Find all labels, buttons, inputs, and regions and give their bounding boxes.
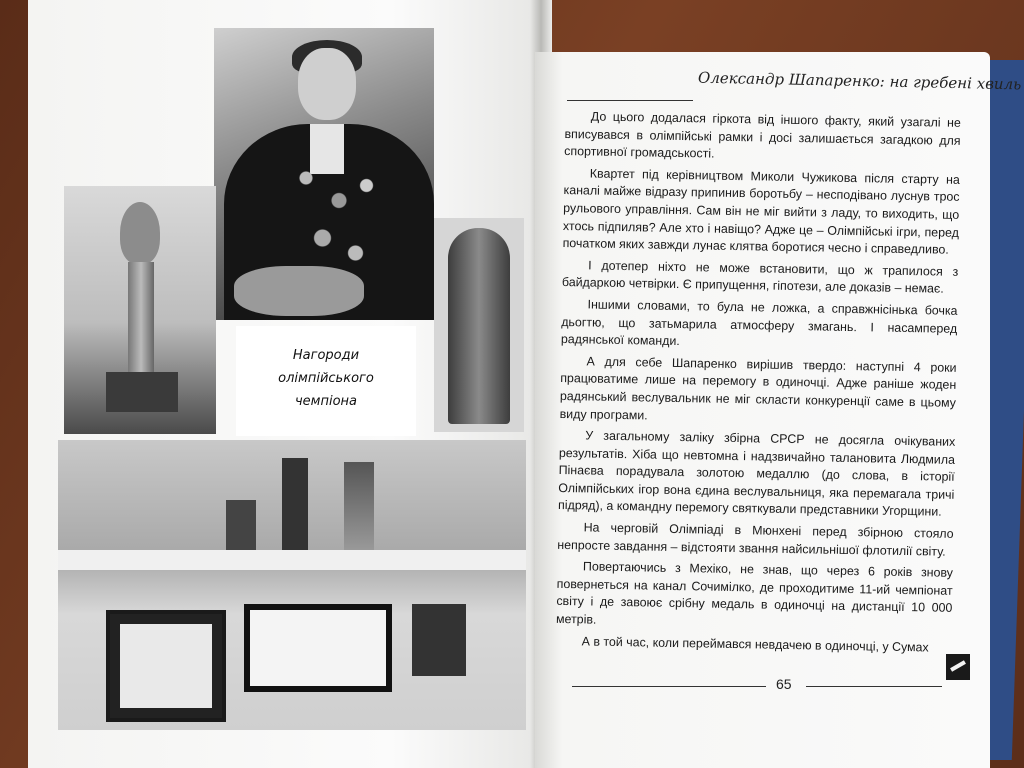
- paragraph: А в той час, коли переймався невдачею в одиночці, у Сумах: [581, 633, 929, 655]
- trophy-shelf-photo: [58, 440, 526, 730]
- bronze-plaque-photo: [434, 218, 524, 432]
- body-text: [555, 108, 960, 661]
- paragraph: До цього додалася гіркота від іншого факту, який узагалі не вписувався в олімпійські рамки і досі залишається загадкою для спортивної громадськості.: [564, 109, 961, 161]
- caption-line-2: олімпійського: [278, 371, 374, 386]
- caption-box: [236, 326, 416, 436]
- caption-line-1: Нагороди: [292, 348, 360, 363]
- paragraph: А для себе Шапаренко вирішив твердо: наступні 4 роки працюватиме лише на перемогу в одиночці. Адже раніше жоден радянський веслувальник не міг скласти конкуренції саме в цьому виду програми.: [559, 354, 957, 422]
- paragraph: Квартет під керівництвом Миколи Чужикова після старту на каналі майже відразу припинив боротьбу – несподівано луснув трос рульового управління. Сам він не міг вийти з ладу, то виходить, що хтось підпиляв? Але хто і навіщо? Адже це – Олімпійські ігри, перед початком яких завжди лунає клятва боротися чесно і справедливо.: [562, 166, 960, 257]
- photo-caption: [236, 344, 416, 413]
- paragraph: Повертаючись з Мехіко, не знав, що через 6 років знову повернеться на канал Сочимілко, де проходитиме 11-ий чемпіонат світу і де завоює срібну медаль в одиночці на дистанції 10 000 метрів.: [555, 559, 954, 627]
- page-number: 65: [776, 676, 792, 692]
- paragraph: У загальному заліку збірна СРСР не досягла очікуваних результатів. Хіба що невтомна і надзвичайно талановита Людмила Пінаєва порадувала золотою медаллю (до слова, в історії Олімпійських ігор вона єдина веслувальниця, яка перемагала тричі підряд), а командну перемогу святкували представники Угорщини.: [557, 428, 956, 520]
- kayak-logo-icon: [946, 654, 970, 680]
- paragraph: І дотепер ніхто не може встановити, що ж трапилося з байдаркою четвірки. Є припущення, гіпотези, але доказів – немає.: [561, 258, 959, 296]
- torch-trophy-photo: [64, 186, 216, 434]
- footer-rule-right: [806, 686, 942, 687]
- paragraph: На черговій Олімпіаді в Мюнхені перед збірною стояло непросте завдання – відстояти звання найсильнішої флотилії світу.: [557, 520, 954, 559]
- paragraph: Іншими словами, то була не ложка, а справжнісінька бочка дьогтю, що затьмарила атмосферу змагань. І насамперед радянської команди.: [560, 297, 958, 349]
- footer-rule-left: [572, 686, 766, 687]
- caption-line-3: чемпіона: [294, 394, 358, 409]
- running-head: Олександр Шапаренко: на гребені хвиль: [697, 68, 1022, 94]
- athlete-portrait-photo: [214, 28, 434, 320]
- header-rule: [567, 100, 693, 101]
